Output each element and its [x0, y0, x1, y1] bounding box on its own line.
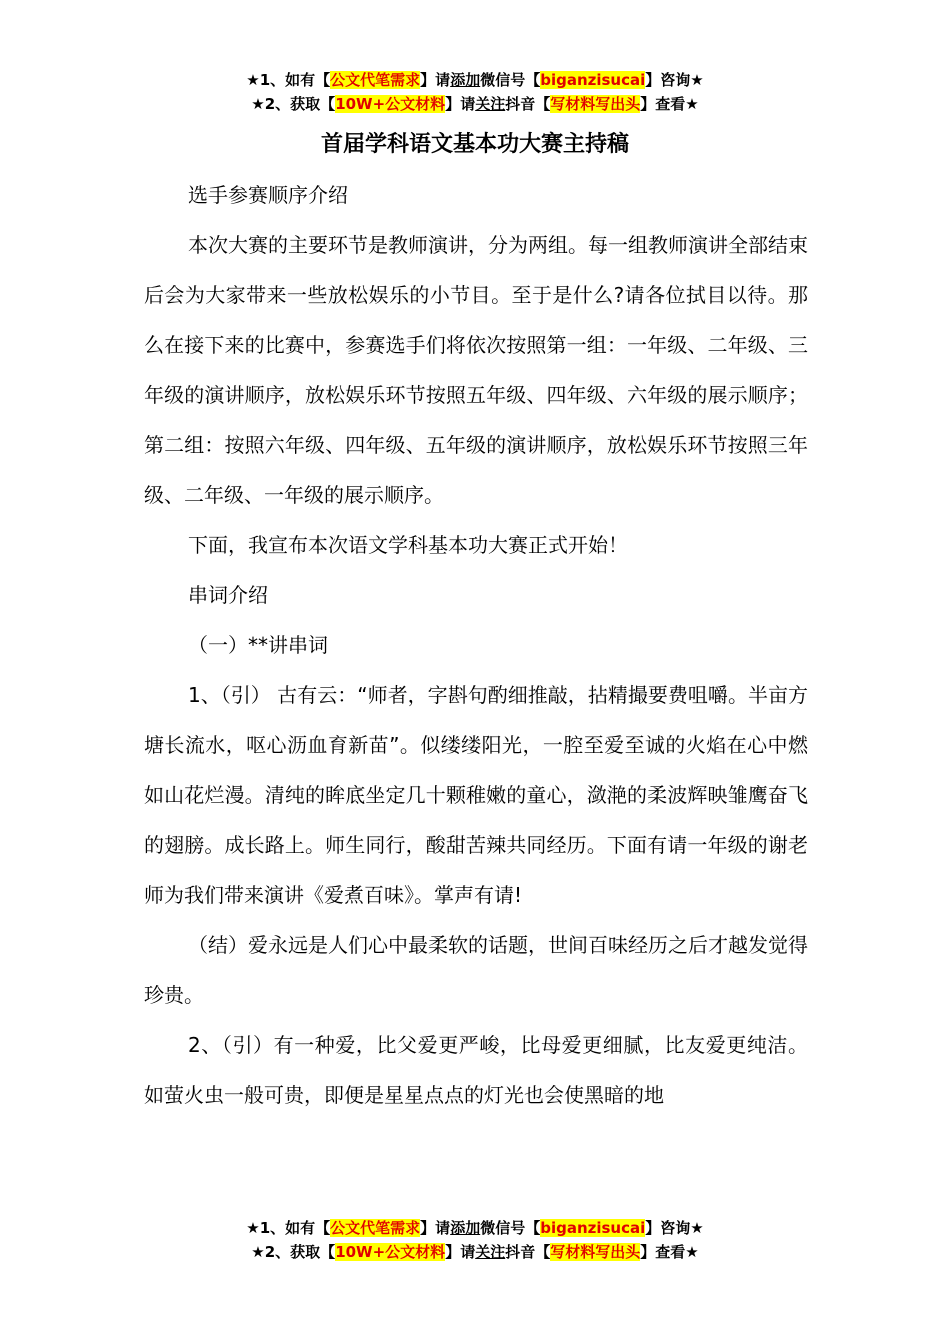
promo-highlight: 10W+公文材料 [335, 1243, 446, 1261]
promo-wechat-id: biganzisucai [540, 1219, 646, 1237]
promo-highlight: 10W+公文材料 [335, 95, 446, 113]
promo-text: ★2、获取【 [251, 1243, 336, 1261]
promo-text: 】请 [420, 1219, 451, 1237]
promo-wechat-id: biganzisucai [540, 71, 646, 89]
section-heading: 选手参赛顺序介绍 [188, 183, 348, 207]
promo-text: 抖音【 [505, 95, 551, 113]
promo-text: 】咨询★ [645, 1219, 704, 1237]
body-paragraph: 下面，我宣布本次语文学科基本功大赛正式开始！ [188, 533, 628, 557]
promo-text: ★1、如有【 [246, 71, 331, 89]
footer-promo-banner [0, 1216, 950, 1264]
body-paragraph: 2、（引）有一种爱，比父爱更严峻，比母爱更细腻，比友爱更纯洁。如萤火虫一般可贵，即便是星星点点的灯光也会使黑暗的地 [144, 1033, 808, 1107]
promo-douyin-name: 写材料写出头 [550, 1243, 641, 1261]
promo-text: 】咨询★ [645, 71, 704, 89]
promo-text: 抖音【 [505, 1243, 551, 1261]
promo-text: ★2、获取【 [251, 95, 336, 113]
promo-line-1 [0, 1216, 950, 1240]
promo-text: 】查看★ [640, 95, 699, 113]
promo-highlight: 公文代笔需求 [330, 1219, 421, 1237]
section-heading: 串词介绍 [188, 583, 268, 607]
body-paragraph: 1、（引） 古有云：“师者，字斟句酌细推敲，拈精撮要费咀嚼。半亩方塘长流水，呕心沥血育新苗”。似缕缕阳光，一腔至爱至诚的火焰在心中燃如山花烂漫。清纯的眸底坐定几十颗稚嫩的童心，潋滟的柔波辉映雏鹰奋飞的翅膀。成长路上。师生同行，酸甜苦辣共同经历。下面有请一年级的谢老师为我们带来演讲《爱煮百味》。掌声有请! [144, 683, 808, 907]
promo-text: 微信号【 [480, 71, 541, 89]
promo-text: 】请 [445, 95, 476, 113]
promo-underlined: 关注 [475, 1243, 506, 1261]
promo-line-1 [0, 68, 950, 92]
body-paragraph: 本次大赛的主要环节是教师演讲，分为两组。每一组教师演讲全部结束后会为大家带来一些放松娱乐的小节目。至于是什么?请各位拭目以待。那么在接下来的比赛中，参赛选手们将依次按照第一组：一年级、二年级、三年级的演讲顺序，放松娱乐环节按照五年级、四年级、六年级的展示顺序；第二组：按照六年级、四年级、五年级的演讲顺序，放松娱乐环节按照三年级、二年级、一年级的展示顺序。 [144, 233, 808, 507]
promo-underlined: 添加 [450, 71, 481, 89]
promo-douyin-name: 写材料写出头 [550, 95, 641, 113]
promo-underlined: 关注 [475, 95, 506, 113]
document-title: 首届学科语文基本功大赛主持稿 [320, 132, 629, 157]
promo-text: 】请 [445, 1243, 476, 1261]
promo-text: 微信号【 [480, 1219, 541, 1237]
body-paragraph: （结）爱永远是人们心中最柔软的话题，世间百味经历之后才越发觉得珍贵。 [144, 933, 808, 1007]
promo-line-2 [0, 92, 950, 116]
promo-line-2 [0, 1240, 950, 1264]
promo-highlight: 公文代笔需求 [330, 71, 421, 89]
promo-text: 】查看★ [640, 1243, 699, 1261]
promo-text: ★1、如有【 [246, 1219, 331, 1237]
promo-text: 】请 [420, 71, 451, 89]
promo-underlined: 添加 [450, 1219, 481, 1237]
document-body [144, 170, 808, 1120]
subsection-heading: （一）**讲串词 [188, 633, 328, 657]
header-promo-banner [0, 68, 950, 116]
